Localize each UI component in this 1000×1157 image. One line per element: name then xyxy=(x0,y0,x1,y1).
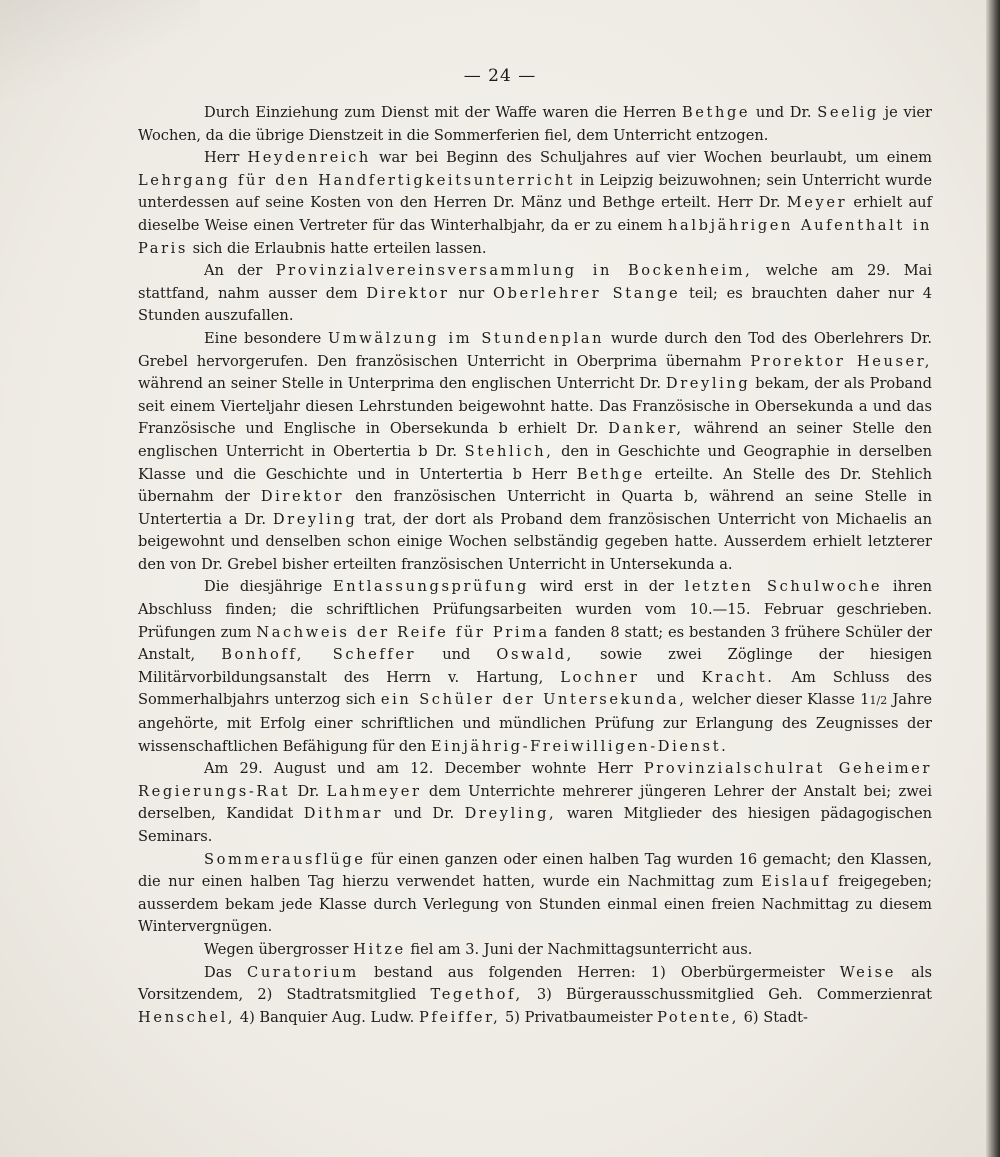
page-shadow xyxy=(0,0,200,110)
text-run: Dr. xyxy=(290,782,327,800)
text-run: bestand aus folgenden Herren: 1) Oberbürgermeister xyxy=(358,963,840,981)
spaced-emphasis: Lochner xyxy=(560,668,640,686)
spaced-emphasis: Einjährig-Freiwilligen-Dienst. xyxy=(430,737,729,755)
spaced-emphasis: Meyer xyxy=(786,194,848,212)
spaced-emphasis: Umwälzung im Stundenplan xyxy=(327,329,605,347)
paragraph xyxy=(138,147,932,260)
text-run: wurde durch den Tod des Oberlehrers Dr. Grebel hervorgerufen. Den französischen Unterricht in Oberprima übernahm xyxy=(138,329,932,370)
spaced-emphasis: Henschel, xyxy=(138,1008,236,1026)
text-run: 3) Bürgerausschussmitglied Geh. Commerzienrat xyxy=(522,986,932,1004)
text-run: Herr xyxy=(204,149,248,167)
text-run: teil; es brauchten daher nur 4 Stunden auszufallen. xyxy=(138,284,932,325)
text-run: Durch Einziehung zum Dienst mit der Waffe waren die Herren xyxy=(204,104,682,121)
text-run: fanden 8 statt; es bestanden 3 frühere Schüler der Anstalt, xyxy=(138,623,933,664)
text-run: Am 29. August und am 12. December wohnte Herr xyxy=(204,760,644,778)
text-run: und Dr. xyxy=(383,805,465,823)
text-run: 4) Banquier Aug. Ludw. xyxy=(235,1008,419,1026)
text-run: je vier Wochen, da die übrige Dienstzeit in die Sommerferien fiel, dem Unterricht entzogen. xyxy=(138,104,932,144)
text-run: fiel am 3. Juni der Nachmittagsunterricht aus. xyxy=(405,940,753,958)
text-run: waren Mitglieder des hiesigen pädagogischen Seminars. xyxy=(138,805,932,845)
fraction: 1/2 xyxy=(869,694,888,708)
text-run: für einen ganzen oder einen halben Tag wurden 16 gemacht; den Klassen, die nur einen halben Tag hierzu verwendet hatten, wurde ein Nachmittag zum xyxy=(138,850,932,891)
page-edge xyxy=(986,0,1000,1157)
paragraph xyxy=(138,962,932,1030)
spaced-emphasis: Nachweis der Reife für Prima xyxy=(256,623,550,641)
text-run: den französischen Unterricht in Quarta b, während an seine Stelle in Untertertia a Dr. xyxy=(138,488,932,528)
text-run: Die diesjährige xyxy=(204,578,334,596)
text-run: wird erst in der xyxy=(529,578,685,596)
text-run: An der xyxy=(204,262,276,280)
spaced-emphasis: Oswald, xyxy=(496,646,574,664)
text-run: in Leipzig beizuwohnen; sein Unterricht wurde unterdessen auf seine Kosten von den Herren Dr. Mänz und Bethge erteilt. Herr Dr. xyxy=(138,171,933,212)
paragraph xyxy=(138,576,932,758)
paragraph xyxy=(138,758,932,848)
text-run: Am Schluss des Sommerhalbjahrs unterzog sich xyxy=(138,668,932,709)
text-run: bekam, der als Proband seit einem Vierteljahr diesen Lehrstunden beigewohnt hatte. Das Französische in Obersekunda a und das Französische und Englische in Obersekunda b erhielt Dr. xyxy=(138,375,933,438)
spaced-emphasis: Sommerausflüge xyxy=(204,850,366,868)
spaced-emphasis: Pfeiffer, xyxy=(418,1008,501,1026)
spaced-emphasis: Potente, xyxy=(657,1008,739,1026)
spaced-emphasis: Lehrgang für den Handfertigkeitsunterricht xyxy=(138,171,576,189)
text-run: und xyxy=(639,668,702,686)
spaced-emphasis: Direktor xyxy=(366,284,450,302)
text-run: sowie zwei Zöglinge der hiesigen Militärvorbildungsanstalt des Herrn v. Hartung, xyxy=(138,646,932,686)
text-run: welcher dieser Klasse 1 xyxy=(686,691,870,709)
text-run: und xyxy=(416,646,497,664)
body-text xyxy=(138,102,932,1029)
spaced-emphasis: Bonhoff, Scheffer xyxy=(221,646,417,664)
spaced-emphasis: Entlassungsprüfung xyxy=(333,578,529,596)
spaced-emphasis: Bethge xyxy=(681,104,751,121)
text-run: ihren Abschluss finden; die schriftlichen Prüfungsarbeiten wurden vom 10.—15. Februar geschrieben. Prüfungen zum xyxy=(138,578,933,641)
text-run: und Dr. xyxy=(750,104,818,121)
text-run: erteilte. An Stelle des Dr. Stehlich übernahm der xyxy=(138,465,932,506)
spaced-emphasis: Weise xyxy=(839,963,896,981)
spaced-emphasis: letzten Schulwoche xyxy=(684,578,883,596)
spaced-emphasis: Provinzialschulrat Geheimer Regierungs-Rat xyxy=(138,760,932,800)
paragraph xyxy=(138,102,932,147)
spaced-emphasis: Provinzialvereinsversammlung in Bockenheim, xyxy=(275,262,753,280)
spaced-emphasis: Dreyling xyxy=(272,510,358,528)
spaced-emphasis: halbjährigen Aufenthalt in Paris xyxy=(138,216,932,257)
spaced-emphasis: Eislauf xyxy=(761,873,831,891)
spaced-emphasis: ein Schüler der Untersekunda, xyxy=(380,691,687,709)
text-run: während an seiner Stelle in Unterprima den englischen Unterricht Dr. xyxy=(138,375,666,393)
spaced-emphasis: Kracht. xyxy=(701,668,775,686)
text-run: erhielt auf dieselbe Weise einen Vertreter für das Winterhalbjahr, da er zu einem xyxy=(138,194,932,234)
text-run: freigegeben; ausserdem bekam jede Klasse durch Verlegung von Stunden einmal einen freien Nachmittag zu diesem Wintervergnügen. xyxy=(138,873,933,936)
spaced-emphasis: Heydenreich xyxy=(247,149,371,167)
spaced-emphasis: Direktor xyxy=(260,488,345,506)
spaced-emphasis: Curatorium xyxy=(247,963,359,981)
paragraph xyxy=(138,849,932,939)
spaced-emphasis: Danker, xyxy=(608,420,684,438)
spaced-emphasis: Seelig xyxy=(817,104,879,121)
paragraph xyxy=(138,260,932,328)
text-run: trat, der dort als Proband dem französischen Unterricht von Michaelis an beigewohnt und denselben schon einige Wochen selbständig gegeben hatte. Ausserdem erhielt letzterer den von Dr. Grebel bisher erteilten französischen Unterricht in Untersekunda a. xyxy=(138,510,933,573)
spaced-emphasis: Oberlehrer Stange xyxy=(493,284,681,302)
text-run: dem Unterrichte mehrerer jüngeren Lehrer der Anstalt bei; zwei derselben, Kandidat xyxy=(138,782,932,823)
spaced-emphasis: Tegethof, xyxy=(430,986,523,1004)
page-number: — 24 — xyxy=(463,66,537,86)
spaced-emphasis: Dreyling xyxy=(665,375,751,393)
spaced-emphasis: Dreyling, xyxy=(464,805,557,823)
paragraph xyxy=(138,328,932,577)
spaced-emphasis: Prorektor Heuser, xyxy=(750,352,932,370)
text-run: nur xyxy=(449,284,494,302)
text-run: 5) Privatbaumeister xyxy=(500,1008,658,1026)
spaced-emphasis: Stehlich, xyxy=(464,442,554,460)
text-run: Eine besondere xyxy=(204,329,328,347)
spaced-emphasis: Bethge xyxy=(576,465,645,483)
text-run: welche am 29. Mai stattfand, nahm ausser dem xyxy=(138,262,933,302)
spaced-emphasis: Lahmeyer xyxy=(326,782,422,800)
text-run: sich die Erlaubnis hatte erteilen lassen. xyxy=(188,239,487,257)
text-run: 6) Stadt- xyxy=(738,1008,808,1026)
text-run: war bei Beginn des Schuljahres auf vier Wochen beurlaubt, um einem xyxy=(370,149,932,167)
text-run: den in Geschichte und Geographie in derselben Klasse und die Geschichte und in Untertertia b Herr xyxy=(138,442,932,483)
text-run: Jahre angehörte, mit Erfolg einer schriftlichen und mündlichen Prüfung zur Erlangung des Zeugnisses der wissenschaftlichen Befähigung für den xyxy=(138,691,933,755)
text-run: während an seiner Stelle den englischen Unterricht in Obertertia b Dr. xyxy=(138,420,932,460)
paragraph xyxy=(138,939,932,962)
text-run: als Vorsitzendem, 2) Stadtratsmitglied xyxy=(138,963,932,1004)
text-run: Das xyxy=(204,963,248,981)
text-run: Wegen übergrosser xyxy=(204,940,354,958)
spaced-emphasis: Hitze xyxy=(353,940,406,958)
spaced-emphasis: Dithmar xyxy=(303,805,384,823)
